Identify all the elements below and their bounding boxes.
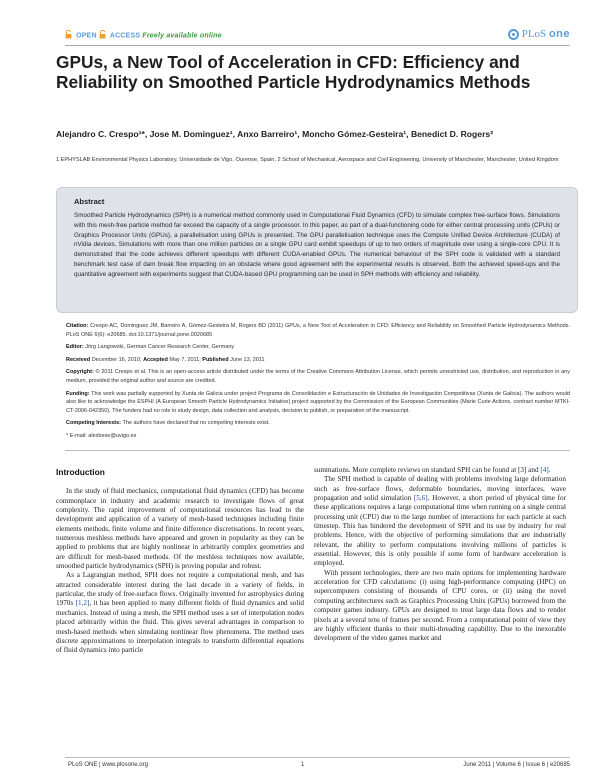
funding: Funding: This work was partially supported by Xunta de Galicia under project Programa de Consolidación e Estructuración de Unidades de Investigación Competitivas (Xunta de Galicia). The authors would also like to acknowledge the ESPHI (A European Smooth Particle Hydrodynamics Initiative) project supported by the Commission of the European Communities (Marie Curie Actions, contract number MTKI-CT-2006-042350). The funders had no role in study design, data collection and analysis, decision to publish, or preparation of the manuscript. [66,390,570,414]
competing-interests: Competing Interests: The authors have declared that no competing interests exist. [66,420,270,427]
author-list: Alejandro C. Crespo¹*, Jose M. Dominguez¹, Anxo Barreiro¹, Moncho Gómez-Gesteira¹, Benedict D. Rogers² [56,129,494,139]
intro-paragraph-2: As a Lagrangian method, SPH does not require a computational mesh, and has attracted considerable interest during the last decade in a variety of fields, in particular, the study of free-surface flows. Originally invented for astrophysics during 1970s [1,2], it has been applied to many different fields of fluid dynamics and solid mechanics. Instead of using a mesh, the SPH method uses a set of interpolation nodes placed arbitrarily within the fluid. This gives several advantages in comparison to mesh-based methods when simulating nonlinear flow phenomena. The method uses discrete approximations to interpolation integrals to transform differential equations of fluid dynamics into particle [56,571,304,655]
dates: Received December 16, 2010; Accepted May 7, 2011; Published June 13, 2011 [66,356,265,363]
footer-divider [65,757,570,758]
copyright: Copyright: © 2011 Crespo et al. This is an open-access article distributed under the terms of the Creative Commons Attribution License, which permits unrestricted use, distribution, and reproduction in any medium, provided the original author and source are credited. [66,369,570,384]
abstract-text: Smoothed Particle Hydrodynamics (SPH) is a numerical method commonly used in Computational Fluid Dynamics (CFD) to simulate complex free-surface flows. Simulations with this mesh-free particle method far exceed the capacity of a single processor. In this paper, as part of a dual-functioning code for either central processing units (CPUs) or Graphics Processor Units (GPUs), a parallelisation using GPUs is presented. The GPU parallelisation technique uses the Compute Unified Device Architecture (CUDA) of nVidia devices. Simulations with more than one million particles on a single GPU card exhibit speedups of up to two orders of magnitude over using a single-core CPU. It is demonstrated that the code achieves different speedups with different CUDA-enabled GPUs. The numerical behaviour of the SPH code is validated with a standard benchmark test case of dam break flow impacting on an obstacle where good agreement with the experimental results is observed. Both the achieved speed-ups and the quantitative agreement with experiments suggest that CUDA-based GPU programming can be used in SPH methods with efficiency and reliability. [74,212,560,278]
reference-link[interactable]: [5,6] [413,494,428,503]
right-column [314,466,566,644]
article-metadata [66,322,570,445]
body-divider [65,450,570,451]
article-title: GPUs, a New Tool of Acceleration in CFD: Efficiency and Reliability on Smoothed Particle Hydrodynamics Methods [56,52,531,92]
open-access-banner [65,30,222,41]
abstract-box [56,187,578,313]
corresponding-email[interactable]: * E-mail: alexbexe@uvigo.es [66,432,137,439]
header-divider [65,45,570,46]
access-label: ACCESS [109,32,141,40]
intro-paragraph-1: In the study of fluid mechanics, computational fluid dynamics (CFD) has become commonplace in industry and academic research to investigate flows of great complexity. The rapid improvement of computational resources has lead to the development and application of a variety of mesh-based techniques including finite elements methods, finite volume and finite difference discretisations. In recent years, numerous meshless methods have appeared and grown in popularity as they can be applied to problems that are highly nonlinear in arbitrarily complex geometries and are difficult for mesh-based methods. Of the meshless techniques now available, smoothed particle hydrodynamics (SPH) is proving popular and robust. [56,487,304,571]
introduction-heading: Introduction [56,467,105,477]
footer-journal: PLoS ONE | www.plosone.org [68,762,148,768]
plos-one-logo [508,28,570,40]
plos-ring-icon [508,29,519,40]
left-column [56,468,304,656]
freely-available-label: Freely available online [142,32,222,40]
logo-one: one [548,28,570,40]
open-lock-icon [65,30,72,41]
citation: Citation: Crespo AC, Dominguez JM, Barreiro A, Gómez-Gesteira M, Rogers BD (2011) GPUs, a New Tool of Acceleration in CFD: Efficiency and Reliability on Smoothed Particle Hydrodynamics Methods. PLoS ONE 6(6): e20685. doi:10.1371/journal.pone.0020685 [66,323,571,338]
intro-paragraph-5: With present technologies, there are two main options for implementing hardware acceleration for CFD calculations: (i) using high-performance computing (HPC) on supercomputers consisting of thousands of CPU cores, or (ii) using the novel computing architectures such as Graphics Processing Units (GPUs) borrowed from the computer games industry. GPUs are designed to treat large data flows and to render pixels at a several tens of frames per second. From a computational point of view they are highly efficient thanks to their multi-threading capability. Due to the inexorable development of the video games market and [314,568,566,643]
affiliations: 1 EPHYSLAB Environmental Physics Laboratory, Universidade de Vigo, Ourense, Spain, 2 School of Mechanical, Aerospace and Civil Engineering, University of Manchester, Manchester, United Kingdom [56,157,559,163]
abstract-heading: Abstract [74,197,105,206]
access-lock-icon [99,30,106,41]
intro-paragraph-3: summations. More complete reviews on standard SPH can be found at [3] and [4]. [314,466,551,474]
open-label: OPEN [76,32,97,40]
editor: Editor: Jörg Langowski, German Cancer Research Center, Germany [66,344,235,351]
reference-link[interactable]: [4] [540,466,549,474]
page-number: 1 [301,762,305,768]
reference-link[interactable]: [1,2] [75,599,90,608]
logo-plos: PLoS [521,28,547,40]
journal-header [65,30,570,44]
intro-paragraph-4: The SPH method is capable of dealing with problems involving large deformation such as free-surface flows, deformable boundaries, moving interfaces, wave propagation and solid simulation [5,6]. However, a short period of physical time for these applications requires a large computational time when running on a single central processing unit (CPU) due to the large number of interactions for each particle at each timestep. This has hindered the development of SPH and its use by industry for real problems. Hence, with the objective of performing simulations that are industrially relevant, the ability to perform computations involving millions of particles is essential. However, this is only possible if some form of hardware acceleration is employed. [314,475,566,568]
footer-issue: June 2011 | Volume 6 | Issue 6 | e20685 [463,762,570,768]
